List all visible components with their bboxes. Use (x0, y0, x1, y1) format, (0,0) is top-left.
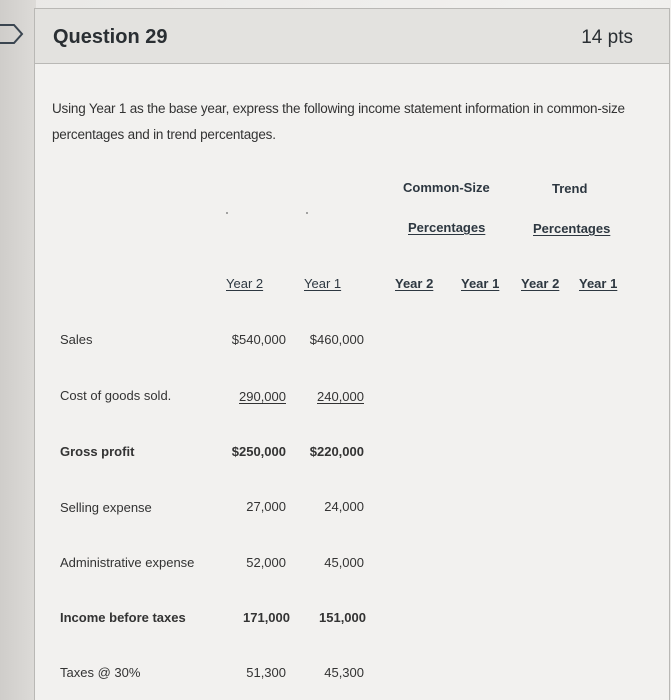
cell-admin-expense-year1: 45,000 (324, 555, 364, 570)
cell-selling-expense-year1: 24,000 (324, 499, 364, 514)
row-label-income-before-taxes: Income before taxes (60, 610, 186, 625)
trend-percentages-header: Percentages (533, 221, 611, 236)
cell-sales-year2: $540,000 (231, 332, 286, 347)
question-header (35, 9, 669, 64)
common-size-header: Common-Size (403, 180, 490, 195)
col-year1: Year 1 (304, 276, 342, 291)
left-strip (0, 0, 36, 700)
stray-mark (226, 212, 228, 214)
cell-selling-expense-year2: 27,000 (246, 499, 286, 514)
question-prompt: Using Year 1 as the base year, express the following income statement information in common-size percentages and in trend percentages. (52, 101, 625, 142)
col-tr-year1: Year 1 (579, 276, 618, 291)
cell-gross-profit-year1: $220,000 (309, 444, 364, 459)
row-label-gross-profit: Gross profit (60, 444, 135, 459)
question-points: 14 pts (581, 27, 633, 48)
cell-taxes-year1: 45,300 (324, 665, 364, 680)
trend-header: Trend (552, 181, 588, 196)
cell-gross-profit-year2: $250,000 (231, 444, 286, 459)
col-tr-year2: Year 2 (521, 276, 560, 291)
cell-taxes-year2: 51,300 (246, 665, 286, 680)
cell-sales-year1: $460,000 (309, 332, 364, 347)
row-label-admin-expense: Administrative expense (60, 555, 195, 570)
question-title: Question 29 (53, 26, 168, 48)
cell-income-before-taxes-year1: 151,000 (319, 610, 366, 625)
col-cs-year2: Year 2 (395, 276, 434, 291)
col-year2: Year 2 (226, 276, 264, 291)
row-label-sales: Sales (60, 332, 93, 347)
question-flag-icon[interactable] (0, 22, 26, 46)
row-label-selling-expense: Selling expense (60, 500, 152, 515)
common-size-percentages-header: Percentages (408, 220, 486, 235)
cell-cogs-year1: 240,000 (317, 389, 364, 404)
row-label-cogs: Cost of goods sold. (60, 388, 172, 403)
cell-admin-expense-year2: 52,000 (246, 555, 286, 570)
cell-cogs-year2: 290,000 (239, 389, 286, 404)
row-label-taxes: Taxes @ 30% (60, 665, 141, 680)
stray-mark (306, 212, 308, 214)
cell-income-before-taxes-year2: 171,000 (243, 610, 290, 625)
col-cs-year1: Year 1 (461, 276, 500, 291)
